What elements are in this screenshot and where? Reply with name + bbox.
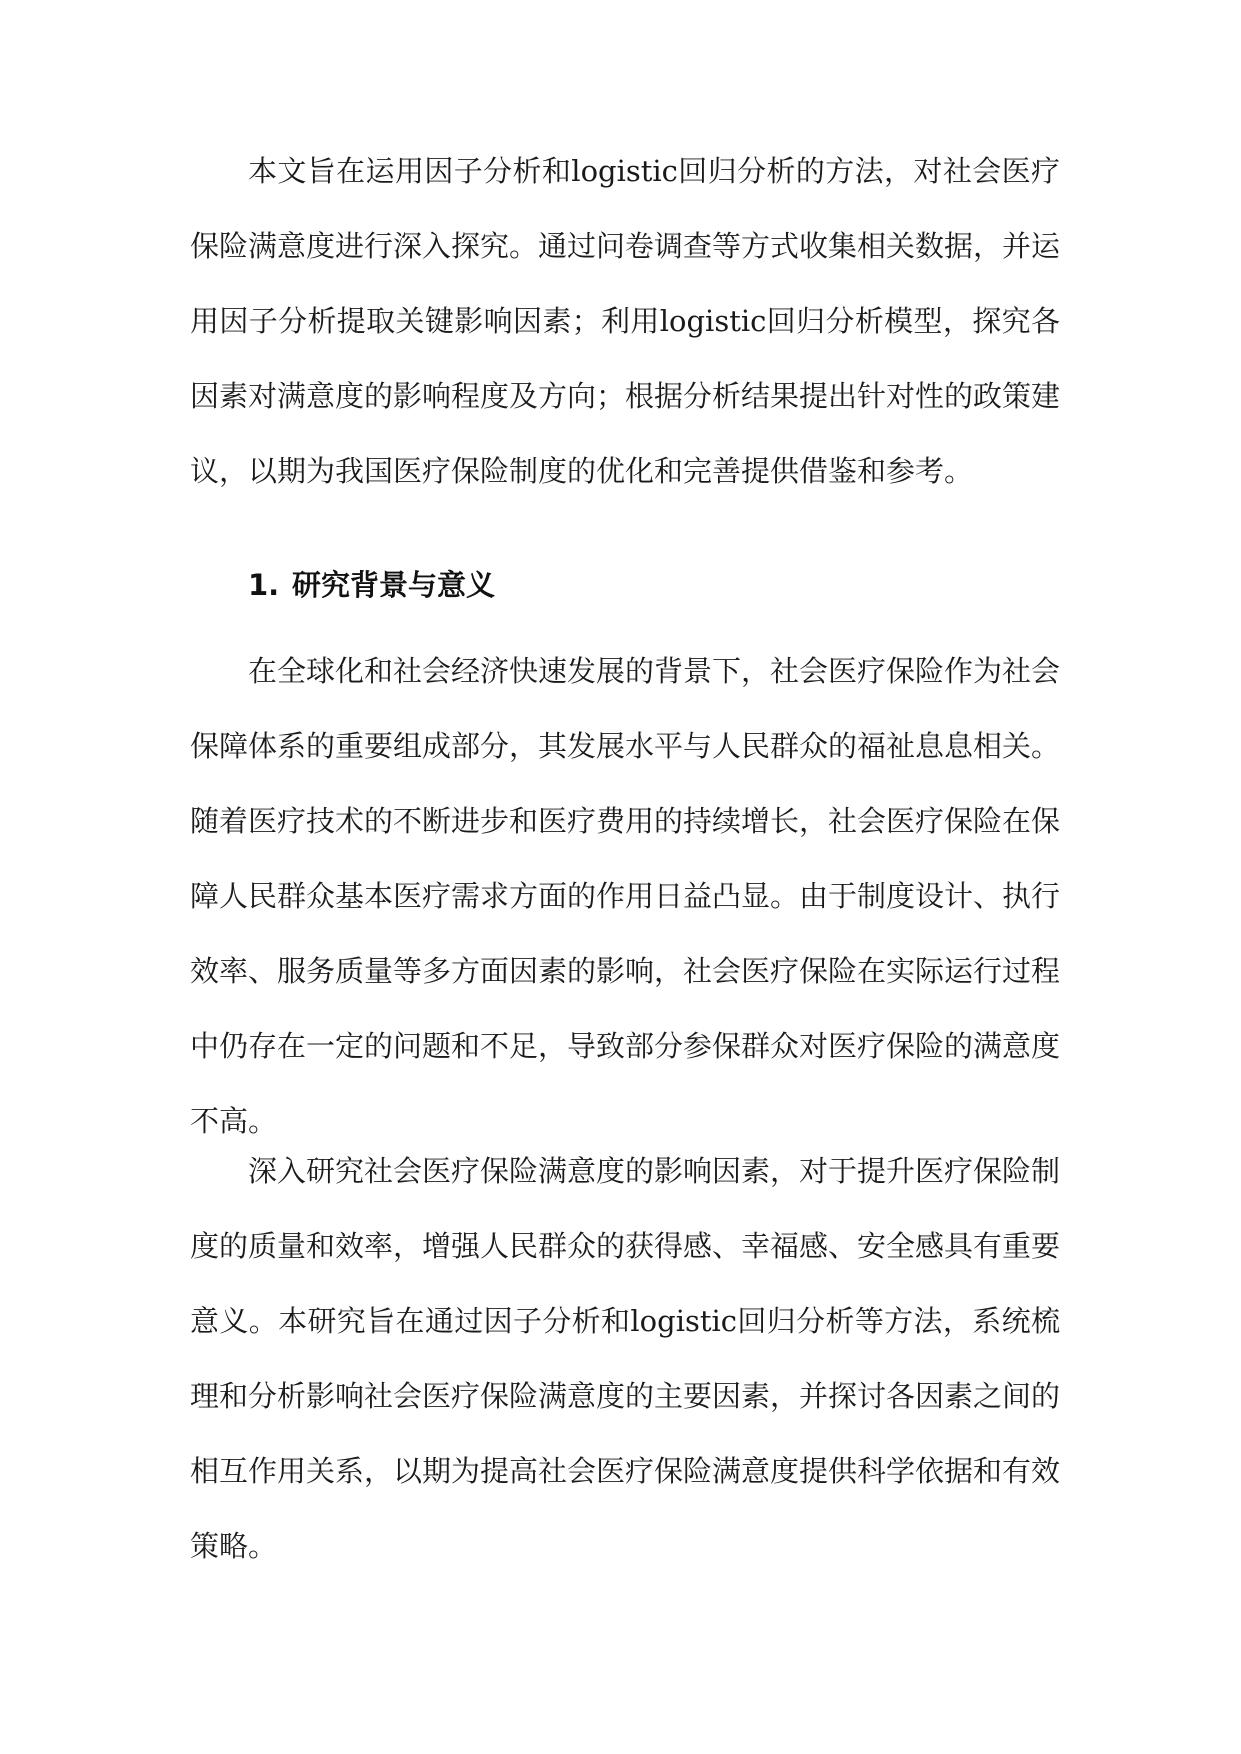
background-paragraph: 在全球化和社会经济快速发展的背景下，社会医疗保险作为社会保障体系的重要组成部分，其发展水平与人民群众的福祉息息相关。随着医疗技术的不断进步和医疗费用的持续增长，社会医疗保险在保障人民群众基本医疗需求方面的作用日益凸显。由于制度设计、执行效率、服务质量等多方面因素的影响，社会医疗保险在实际运行过程中仍存在一定的问题和不足，导致部分参保群众对医疗保险的满意度不高。 xyxy=(190,654,1061,1138)
significance-paragraph: 深入研究社会医疗保险满意度的影响因素，对于提升医疗保险制度的质量和效率，增强人民群众的获得感、幸福感、安全感具有重要意义。本研究旨在通过因子分析和logistic回归分析等方法，系统梳理和分析影响社会医疗保险满意度的主要因素，并探讨各因素之间的相互作用关系，以期为提高社会医疗保险满意度提供科学依据和有效策略。 xyxy=(190,1154,1061,1563)
section-title: 研究背景与意义 xyxy=(292,568,496,602)
section-heading xyxy=(248,548,495,623)
intro-paragraph: 本文旨在运用因子分析和logistic回归分析的方法，对社会医疗保险满意度进行深入探究。通过问卷调查等方式收集相关数据，并运用因子分析提取关键影响因素；利用logistic回归分析模型，探究各因素对满意度的影响程度及方向；根据分析结果提出针对性的政策建议，以期为我国医疗保险制度的优化和完善提供借鉴和参考。 xyxy=(190,154,1061,488)
section-number: 1. xyxy=(248,568,280,602)
